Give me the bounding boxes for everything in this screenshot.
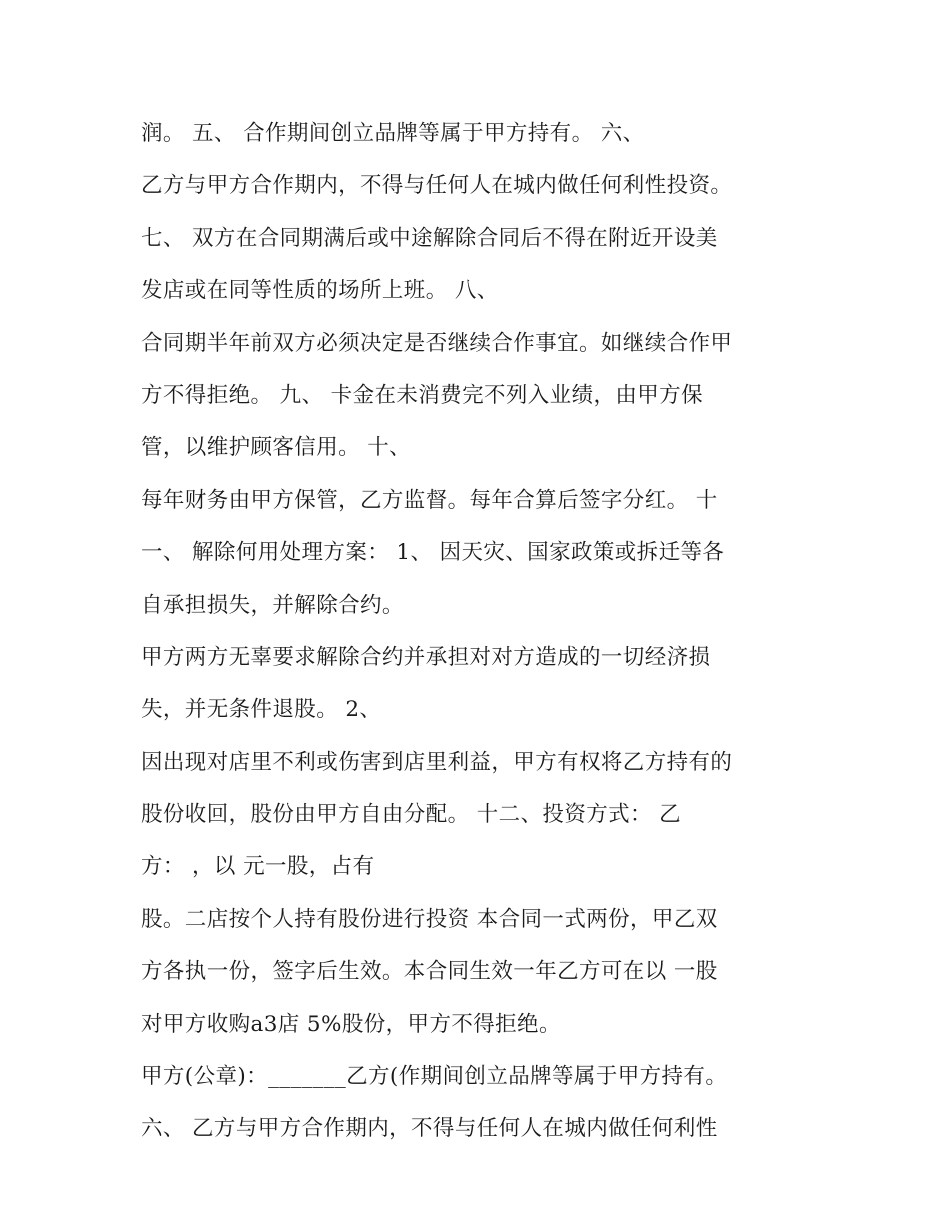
text-line-4: 发店或在同等性质的场所上班。 八、 [141,278,499,304]
text-line-3: 七、 双方在合同期满后或中途解除合同后不得在附近开设美 [141,225,718,251]
text-line-15: 方： ，以 元一股，占有 [141,854,375,880]
text-line-12: 失，并无条件退股。 2、 [141,697,382,723]
text-line-6: 方不得拒绝。 九、 卡金在未消费完不列入业绩，由甲方保 [141,382,703,408]
text-line-17: 方各执一份，签字后生效。本合同生效一年乙方可在以 一股 [141,959,718,985]
text-line-19: 甲方(公章)：_______乙方(作期间创立品牌等属于甲方持有。 [141,1064,728,1090]
text-line-2: 乙方与甲方合作期内，不得与任何人在城内做任何利性投资。 [141,173,733,199]
text-line-1: 润。 五、 合作期间创立品牌等属于甲方持有。 六、 [141,121,645,146]
text-line-16: 股。二店按个人持有股份进行投资 本合同一式两份，甲乙双 [141,906,718,932]
text-line-5: 合同期半年前双方必须决定是否继续合作事宜。如继续合作甲 [141,330,733,356]
text-line-11: 甲方两方无辜要求解除合约并承担对对方造成的一切经济损 [141,644,711,670]
text-line-13: 因出现对店里不利或伤害到店里利益，甲方有权将乙方持有的 [141,749,733,775]
text-line-20: 六、 乙方与甲方合作期内，不得与任何人在城内做任何利性 [141,1116,718,1142]
contract-text-body [141,108,831,1156]
text-line-7: 管，以维护顾客信用。 十、 [141,435,412,461]
text-line-18: 对甲方收购a3店 5%股份，甲方不得拒绝。 [141,1011,561,1037]
text-line-9: 一、 解除何用处理方案： 1、 因天灾、国家政策或拆迁等各 [141,540,725,566]
text-line-8: 每年财务由甲方保管，乙方监督。每年合算后签字分红。 十 [141,487,718,513]
text-line-10: 自承担损失，并解除合约。 [141,592,404,618]
text-line-14: 股份收回，股份由甲方自由分配。 十二、投资方式： 乙 [141,802,682,828]
